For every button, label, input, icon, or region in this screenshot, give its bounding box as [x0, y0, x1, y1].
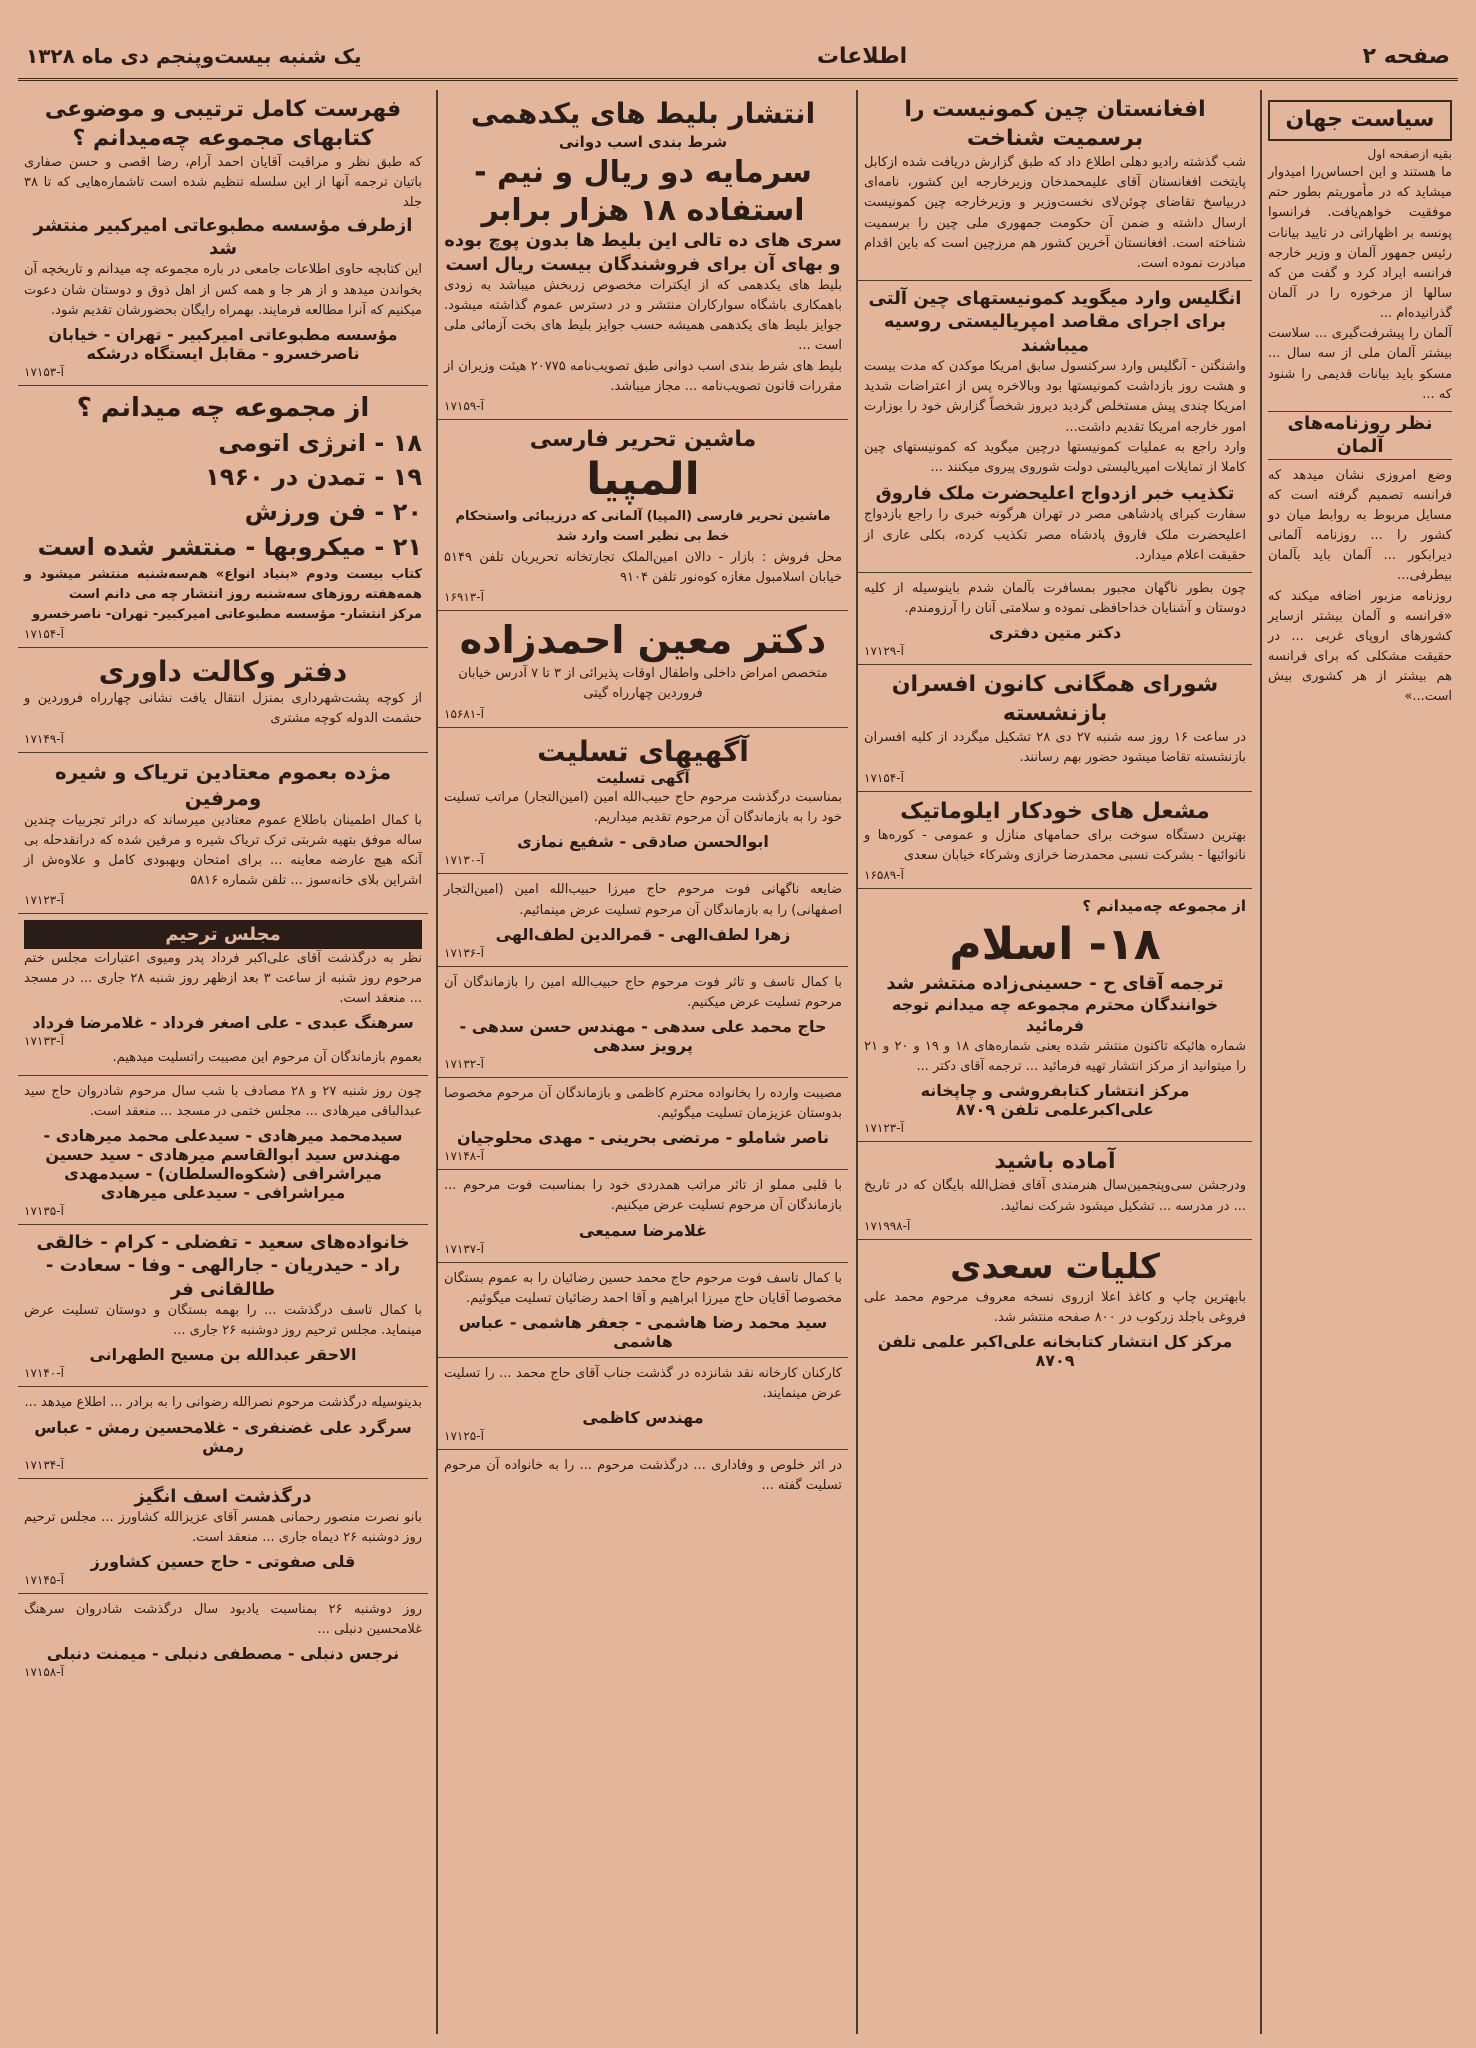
notice-text: بانو نصرت منصور رحمانی همسر آقای عزیزالله کشاورز ... مجلس ترحیم روز دوشنبه ۲۶ دیماه جاری ... منعقد است.	[24, 1509, 422, 1546]
headline: ماشین تحریر فارسی	[529, 426, 757, 452]
subheading: ازطرف مؤسسه مطبوعاتی امیرکبیر منتشر شد	[33, 214, 413, 259]
section-title-box	[1268, 100, 1452, 141]
notice-text: ضایعه ناگهانی فوت مرحوم حاج میرزا حبیب‌الله امین (امین‌التجار اصفهانی) را به بازماندگان آن مرحوم تسلیت عرض مینمائیم.	[444, 882, 842, 918]
headline: مشعل های خودکار ایلوماتیک	[900, 798, 1210, 824]
notice-signature: مهندس کاظمی	[582, 1408, 704, 1428]
book-catalog-ad	[18, 90, 428, 386]
advertisement	[858, 792, 1252, 890]
headline: تکذیب خبر ازدواج اعلیحضرت ملک فاروق	[875, 483, 1235, 505]
ad-code: آ-۱۷۱۲۵	[444, 1429, 484, 1444]
column-ads-condolences	[436, 90, 848, 2034]
typewriter-ad	[438, 420, 848, 611]
world-politics-article	[1262, 90, 1458, 713]
page-number: صفحه ۲	[1362, 43, 1450, 69]
advertisement	[858, 1142, 1252, 1240]
headline: آماده باشید	[994, 1148, 1116, 1174]
article-body: وارد راجع به عملیات کمونیستها درچین میگوید که کمونیستهای چین کاملا از تمایلات امپریالیستی دولت شوروی پیروی میکنند ...	[864, 439, 1246, 475]
headline: فهرست کامل ترتیبی و موضوعی کتابهای مجموعه چه‌میدانم ؟	[44, 97, 402, 151]
headline: خانواده‌های سعید - تفضلی - کرام - خالقی راد - حیدریان - جارالهی - وفا - سعادت - طالقانی فر	[36, 1231, 410, 1300]
notice-text: در ساعت ۱۶ روز سه شنبه ۲۷ دی ۲۸ تشکیل میگردد از کلیه افسران بازنشسته تقاضا میشود حضور بهم رسانند.	[864, 730, 1246, 766]
notice-text: بمناسبت درگذشت مرحوم حاج حبیب‌الله امین (امین‌التجار) مراتب تسلیت خود را به بازماندگان آن مرحوم تقدیم میداریم.	[444, 790, 842, 826]
book-series-ad	[18, 386, 428, 648]
notice-text: چون روز شنبه ۲۷ و ۲۸ مصادف با شب سال مرحوم شادروان حاج سید عبدالباقی میرهادی ... مجلس ختمی در مسجد ... منعقد است.	[24, 1083, 422, 1119]
ad-text: مرکز انتشار- مؤسسه مطبوعاتی امیرکبیر- تهران- ناصرخسرو	[32, 607, 422, 623]
notice-text: در اثر خلوص و وفاداری ... درگذشت مرحوم ... را به خانواده آن مرحوم تسلیت گفته ...	[444, 1458, 842, 1494]
ad-code: آ-۱۷۱۳۰	[444, 853, 484, 868]
ad-text: بلیط های یکدهمی که از ایکترات مخصوص زربخش میباشد به زودی باهمکاری باشگاه سوارکاران منتشر و در دسترس عموم گذاشته میشود. جوایز بلیط های یکدهمی همیشه حسب جوایز بلیط های بخت آزمائی ملی است ...	[444, 278, 842, 354]
continued-note: بقیه ازصفحه اول	[1367, 146, 1452, 161]
ad-code: آ-۱۷۱۴۵	[24, 1573, 64, 1588]
subheading: ترجمه آقای ح - حسینی‌زاده منتشر شد	[886, 972, 1224, 994]
notice	[858, 573, 1252, 665]
ad-code: آ-۱۷۱۵۳	[24, 364, 64, 379]
subheading: آگهی تسلیت	[596, 768, 690, 787]
notice-text: با قلبی مملو از تاثر مراتب همدردی خود را بمناسبت فوت مرحوم ... بازماندگان آن مرحوم تسلیت عرض میکنیم.	[444, 1178, 842, 1214]
notice-text: با کمال تاسف فوت مرحوم حاج محمد حسین رضائیان را به عموم بستگان مخصوصا آقایان حاج میرزا ابراهیم و آقا احمد رضائیان تسلیت میگوئیم.	[444, 1270, 842, 1306]
news-article	[858, 90, 1252, 281]
brand-name: المپیا	[586, 454, 700, 506]
headline: درگذشت اسف انگیز	[134, 1485, 312, 1507]
ad-text: از کوچه پشت‌شهرداری بمنزل انتقال یافت نشانی چهارراه فروردین و حشمت الدوله کوچه مشتری	[24, 691, 422, 727]
memorial-notice	[18, 1225, 428, 1387]
section-banner: مجلس ترحیم	[24, 920, 422, 949]
headline: دکتر معین احمدزاده	[459, 617, 827, 662]
ad-code: آ-۱۷۱۳۴	[24, 1457, 64, 1472]
ad-code: آ-۱۷۱۵۴	[24, 627, 64, 642]
notice-text: چون بطور ناگهان مجبور بمسافرت بآلمان شدم باینوسیله از کلیه دوستان و آشنایان خداحافظی نموده و سلامتی آنان را آرزومندم.	[864, 580, 1246, 616]
condolence-notice	[438, 1450, 848, 1502]
ad-text: کتاب بیست ودوم «بنیاد انواع» هم‌سه‌شنبه منتشر میشود و همه‌هفته روزهای سه‌شنبه روز انتشار چه می دانم است	[24, 566, 422, 602]
masthead	[18, 34, 1458, 81]
ad-text: بلیط های شرط بندی اسب دوانی طبق تصویب‌نامه ۲۰۷۷۵ هیئت وزیران از مقررات قانون تصویب‌نامه ... مجاز میباشد.	[444, 358, 842, 394]
notice-text: نظر به درگذشت آقای علی‌اکبر فرداد پدر ومیوی اعتبارات مجلس ختم مرحوم روز شنبه از ساعت ۳ بعد ازظهر روز شنبه ۲۸ جاری ... در مسجد ... منعقد است.	[24, 951, 422, 1007]
ad-text: شماره هائیکه تاکنون منتشر شده یعنی شماره‌های ۱۸ و ۱۹ و ۲۰ و ۲۱ را میتوانید از مرکز انتشار تهیه فرمائید ... ترجمه آقای دکتر ...	[864, 1038, 1247, 1074]
condolence-notice	[438, 967, 848, 1078]
ad-text: با کمال اطمینان باطلاع عموم معتادین میرساند که دراثر تجربیات چندین ساله موفق بتهیه شربتی ترک تریاک شیره و مرفین شده که درانقدحله بی آنکه هیچ عارضه معاینه ... برای امتحان وبهبودی کامل و علاوه‌ش از اشراین بلای خانه‌سوز ... تلفن شماره ۵۸۱۶	[24, 812, 422, 888]
ad-signature: مرکز انتشار کتابفروشی و چاپخانه علی‌اکبرعلمی تلفن ۸۷۰۹	[920, 1080, 1190, 1119]
list-item: ۲۱ - میکروبها - منتشر شده است	[37, 533, 422, 561]
ad-code: آ-۱۷۱۴۹	[24, 731, 64, 746]
news-article	[858, 281, 1252, 573]
ad-code: آ-۱۷۱۲۹	[864, 644, 904, 659]
advertisement	[858, 1240, 1252, 1377]
notice-text: روز دوشنبه ۲۶ بمناسبت یادبود سال درگذشت شادروان سرهنگ غلامحسین دنبلی ...	[24, 1602, 423, 1638]
headline: انتشار بلیط های یکدهمی	[470, 97, 816, 130]
memorial-notice	[18, 1479, 428, 1595]
headline: کلیات سعدی	[950, 1246, 1160, 1287]
notice-signature: سیدمحمد میرهادی - سیدعلی محمد میرهادی - مهندس سید ابوالقاسم میرهادی - سید حسین میراشرافی (شکوه‌السلطان) - سیدمهدی میراشرافی - سیدعلی میرهادی	[43, 1125, 403, 1202]
ad-code: آ-۱۷۱۵۸	[24, 1665, 64, 1680]
notice-signature: ناصر شاملو - مرتضی بحرینی - مهدی محلوجیان	[456, 1128, 830, 1148]
condolence-notice	[438, 1263, 848, 1358]
memorial-notice	[18, 1594, 428, 1685]
subheading: خوانندگان محترم مجموعه چه میدانم توجه فرمائید	[891, 994, 1219, 1035]
office-ad	[18, 648, 428, 752]
article-body: ما هستند و این احساس‌را امیدوار میشاید که در مأموریتم بطور حتم موفقیت خواهم‌یافت. فرانسوا پونسه بر اظهاراتی در تایید بیانات رئیس جمهور آلمان و وزیر خارجه فرانسه ایراد کرد و گفت من که سالها از مرخوره را در آلمان گذرانیده‌ام ...	[1268, 165, 1452, 322]
notice-text: بعموم بازماندگان آن مرحوم این مصیبت راتسلیت میدهیم.	[112, 1050, 422, 1066]
column-world-politics	[1260, 90, 1458, 2034]
notice-signature: زهرا لطف‌الهی - قمرالدین لطف‌الهی	[495, 924, 791, 944]
section-title: آگهیهای تسلیت	[537, 734, 749, 768]
addiction-treatment-ad	[18, 753, 428, 915]
ad-text: ماشین تحریر فارسی (المپیا) آلمانی که درزیبائی واستحکام خط بی نظیر است وارد شد	[455, 509, 831, 545]
ad-code: آ-۱۷۱۳۲	[444, 1056, 484, 1071]
notice-signature: الاحقر عبدالله بن مسیح الطهرانی	[89, 1345, 357, 1365]
ad-code: آ-۱۶۵۸۹	[864, 868, 904, 883]
notice-signature: سرهنگ عبدی - علی اصغر فرداد - غلامرضا فرداد	[32, 1013, 414, 1033]
ad-code: آ-۱۶۹۱۳	[444, 589, 484, 604]
ad-signature: مؤسسه مطبوعاتی امیرکبیر - تهران - خیابان ناصرخسرو - مقابل ایستگاه درشکه	[48, 324, 398, 363]
list-item: ۱۸ - انرژی اتومی	[218, 428, 422, 457]
ad-signature: مرکز کل انتشار کتابخانه علی‌اکبر علمی تلفن ۸۷۰۹	[877, 1332, 1233, 1371]
notice-text: مصیبت وارده را بخانواده محترم کاظمی و بازماندگان آن مرحوم مخصوصا بدوستان عزیزمان تسلیت میگوئیم.	[444, 1085, 842, 1122]
memorial-notice	[18, 1387, 428, 1478]
issue-date: یک شنبه بیست‌و‌پنجم دی ماه ۱۳۲۸	[26, 44, 362, 68]
headline: ۱۸- اسلام	[949, 918, 1161, 970]
memorial-notice	[18, 914, 428, 1076]
ad-code: آ-۱۷۱۵۴	[864, 770, 904, 785]
advertisement	[858, 889, 1252, 1141]
memorial-notice	[18, 1076, 428, 1225]
notice-text: بدینوسیله درگذشت مرحوم نصرالله رضوانی را به برادر ... اطلاع میدهد ...	[24, 1395, 422, 1411]
notice-text: با کمال تاسف و تاثر فوت مرحوم حاج حبیب‌الله امین را بازماندگان آن مرحوم تسلیت عرض میکنیم.	[444, 974, 842, 1010]
notice-text: با کمال تاسف درگذشت ... را بهمه بستگان و دوستان تسلیت عرض مینماید. مجلس ترحیم روز دوشنبه ۲۶ جاری ...	[24, 1303, 422, 1339]
headline: از مجموعه چه میدانم ؟	[76, 392, 370, 423]
article-body: روزنامه مزبور اضافه میکند که «فرانسه و آلمان بیشتر ازسایر کشورهای اروپای غربی ... در حقیقت مشکلی که برای فرانسه هم بیشتر از هر کشوری بیش است...»	[1268, 588, 1452, 705]
column-notices	[18, 90, 428, 2034]
subheading: شرط بندی اسب دوانی	[558, 133, 728, 151]
list-item: ۱۹ - تمدن در ۱۹۶۰	[205, 463, 422, 492]
notice-signature: سید محمد رضا هاشمی - جعفر هاشمی - عباس هاشمی	[458, 1312, 828, 1351]
newspaper-title: اطلاعات	[816, 43, 908, 69]
article-body: واشنگتن - آنگلیس وارد سرکنسول سابق امریکا موکدن که مدت بیست و هشت روز بازداشت کمونیستها بود وبالاخره پس از اعتراضات شدید امریکا چندی پیش مستخلص گردید دیروز شخصاً گزارش خود را بوزارت امور خارجه امریکا تقدیم داشت...	[864, 359, 1246, 435]
ad-kicker: از مجموعه چه‌میدانم ؟	[1082, 897, 1246, 916]
ad-code: آ-۱۷۱۳۶	[444, 945, 484, 960]
ad-code: آ-۱۷۱۵۹	[444, 398, 484, 413]
ad-text: این کتابچه حاوی اطلاعات جامعی در باره مجموعه چه میدانم و تاریخچه آن بخواندن میدهد و از هر جا و همه کس از اهل ذوق و دوستان شان دعوت میکنیم که آنرا مطالعه فرمایند. بهمراه رایگان بحضورشان تقدیم شود.	[24, 262, 422, 318]
headline: سرمایه دو ریال و نیم -	[474, 155, 812, 191]
section-title: سیاست جهان	[1285, 107, 1435, 132]
condolence-notice	[438, 1170, 848, 1262]
notice	[858, 665, 1252, 791]
notice-signature: قلی صفوتی - حاج حسین کشاورز	[90, 1552, 356, 1572]
condolence-notice	[438, 1078, 848, 1170]
headline: دفتر وکالت داوری	[98, 655, 348, 689]
notice-text: کارکنان کارخانه نقد شانزده در گذشت جناب آقای حاج محمد ... را تسلیت عرض مینمایند.	[444, 1365, 842, 1401]
condolence-notice	[438, 874, 848, 966]
condolence-notice	[438, 1358, 848, 1450]
headline: انگلیس وارد میگوید کمونیستهای چین آلتی برای اجرای مقاصد امپریالیستی روسیه میباشند	[868, 288, 1242, 356]
notice-signature: نرجس دنبلی - مصطفی دنبلی - میمنت دنبلی	[46, 1644, 400, 1664]
ad-code: آ-۱۷۱۴۰	[24, 1366, 64, 1381]
ad-code: آ-۱۵۶۸۱	[444, 706, 484, 721]
headline: مژده بعموم معتادین تریاک و شیره ومرفین	[54, 759, 392, 810]
lottery-ad	[438, 90, 848, 420]
notice-signature: غلامرضا سمیعی	[578, 1220, 708, 1240]
condolence-section	[438, 728, 848, 875]
ad-text: که طبق نظر و مراقبت آقایان احمد آرام، رضا اقصی و حسن صفاری باتیان ترجمه آنها از این سلسله تنظیم شده است تاشماره‌هایی که تا ۳۸ جلد	[24, 155, 422, 211]
ad-text: محل فروش : بازار - دالان امین‌الملک تجارتخانه تحریریان تلفن ۵۱۴۹ خیابان اسلامبول مغازه کوه‌نور تلفن ۹۱۰۴	[444, 549, 842, 585]
subheading: نظر روزنامه‌های آلمان	[1268, 411, 1452, 460]
ad-code: آ-۱۷۱۳۷	[444, 1241, 484, 1256]
ad-text: بهترین دستگاه سوخت برای حمامهای منازل و عمومی - کوره‌ها و نانوائیها - بشرکت نسبی محمدرضا خرازی وشرکاء خیابان سعدی	[864, 828, 1246, 864]
newspaper-page	[18, 34, 1458, 2034]
headline: استفاده ۱۸ هزار برابر	[481, 192, 805, 228]
list-item: ۲۰ - فن ورزش	[244, 498, 422, 527]
headline: افغانستان چین کمونیست را برسمیت شناخت	[904, 97, 1206, 151]
notice-signature: سرگرد علی غضنفری - غلامحسین رمش - عباس رمش	[34, 1417, 412, 1456]
notice-signature: حاج محمد علی سدهی - مهندس حسن سدهی - پرویز سدهی	[459, 1016, 827, 1055]
ad-code: آ-۱۷۱۹۹۸	[864, 1218, 911, 1233]
article-body: سفارت کبرای پادشاهی مصر در تهران هرگونه خبری را راجع بازدواج اعلیحضرت ملک فاروق پادشاه مصر تکذیب کرده، بکلی عاری از حقیقت اعلام میدارد.	[864, 507, 1246, 563]
article-body: وضع امروزی نشان میدهد که فرانسه تصمیم گرفته است که مسایل مربوط به روابط میان دو کشور را ... روزنامه آلمانی دیرابکور ... آلمان باید بآلمان بیطرفی...	[1268, 467, 1452, 584]
ad-code: آ-۱۷۱۳۵	[24, 1203, 64, 1218]
ad-text: بابهترین چاپ و کاغذ اعلا ازروی نسخه معروف مرحوم محمد علی فروغی باجلد زرکوب در ۸۰۰ صفحه منتشر شد.	[864, 1290, 1246, 1326]
article-body: آلمان را پیشرفت‌گیری ... سلاست بیشتر آلمان ملی از سه سال ... مسکو باید بیانات قدیمی را شنود که ...	[1268, 326, 1452, 402]
ad-code: آ-۱۷۱۲۳	[24, 893, 64, 908]
notice-signature: دکتر متین دفتری	[988, 623, 1122, 643]
ad-code: آ-۱۷۱۲۳	[864, 1120, 904, 1135]
headline: شورای همگانی کانون افسران بازنشسته	[891, 672, 1219, 726]
notice-signature: ابوالحسن صادقی - شفیع نمازی	[517, 832, 769, 852]
ad-code: آ-۱۷۱۴۸	[444, 1149, 484, 1164]
subheading: سری های ده تالی این بلیط ها بدون پوچ بوده و بهای آن برای فروشندگان بیست ریال است	[444, 230, 842, 275]
ad-text: متخصص امراض داخلی واطفال اوقات پذیرائی از ۳ تا ۷ آدرس خیابان فروردین چهارراه گیتی	[458, 666, 828, 702]
column-news	[856, 90, 1252, 2034]
ad-code: آ-۱۷۱۳۳	[24, 1034, 64, 1049]
ad-text: ودرجشن سی‌وپنجمین‌سال هنرمندی آقای فضل‌الله بایگان که در تاریخ ... در مدرسه ... تشکیل میشود شرکت نمائید.	[864, 1178, 1246, 1214]
article-body: شب گذشته رادیو دهلی اطلاع داد که طبق گزارش دریافت شده ازکابل پایتخت افغانستان آقای علیمحمدخان وزیرخارجه این کشور، نامه‌ای دربیاسخ تقاضای چوئن‌لای نخست‌وزیر و وزیرخارجه چین کمونیست ارسال داشته و ضمن آن حکومت جمهوری ملی چین را برسمیت شناخته است. افغانستان آخرین کشور هم مرزچین است که باین اقدام مبادرت نموده است.	[864, 155, 1246, 271]
doctor-ad	[438, 611, 848, 728]
